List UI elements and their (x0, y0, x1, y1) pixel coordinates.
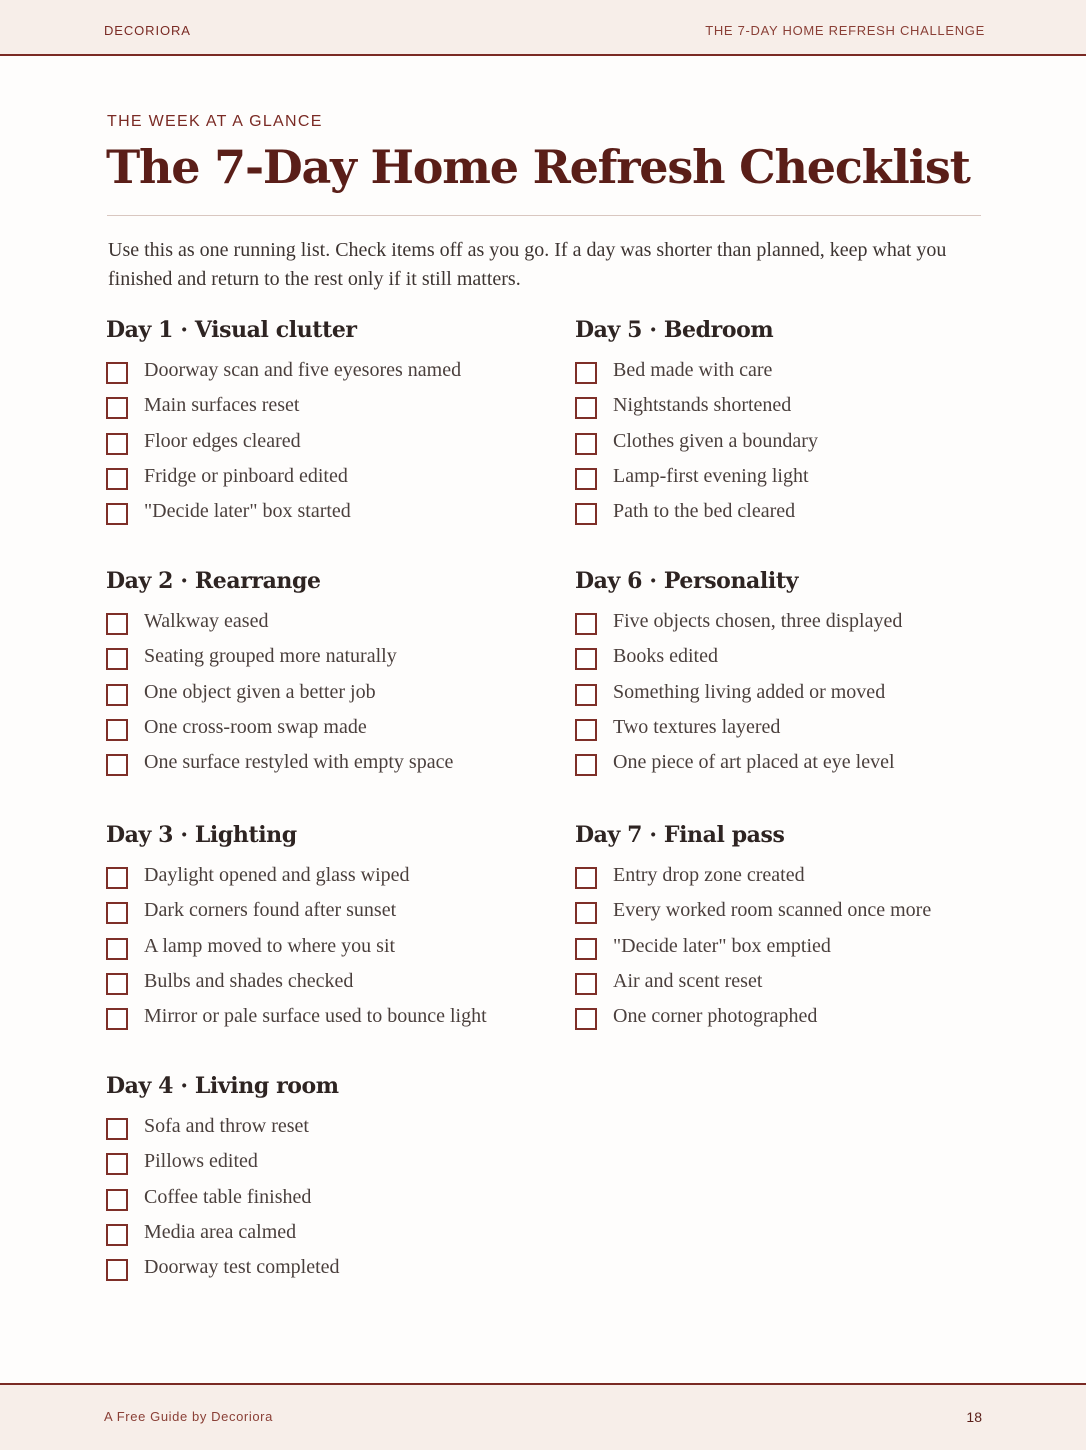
checklist-item[interactable] (106, 679, 546, 714)
checklist-item-label: Doorway test completed (144, 1256, 340, 1279)
checkbox[interactable] (575, 719, 597, 741)
checkbox[interactable] (106, 362, 128, 384)
checklist-item-label: One corner photographed (613, 1005, 818, 1028)
checklist-item-label: Floor edges cleared (144, 429, 301, 452)
checklist-item-label: Clothes given a boundary (613, 429, 818, 452)
checkbox[interactable] (575, 397, 597, 419)
checklist-item[interactable] (106, 1254, 546, 1289)
checklist-item[interactable] (106, 749, 546, 784)
checklist-item-label: Mirror or pale surface used to bounce light (144, 1005, 487, 1028)
page-footer (0, 1383, 1086, 1450)
checklist-item[interactable] (575, 498, 1015, 533)
checkbox[interactable] (575, 362, 597, 384)
checkbox[interactable] (106, 468, 128, 490)
checklist (106, 608, 546, 784)
intro-paragraph: Use this as one running list. Check items off as you go. If a day was shorter than planned, keep what you finished and return to the rest only if it still matters. (108, 239, 947, 290)
checkbox[interactable] (106, 973, 128, 995)
checklist-item[interactable] (106, 1148, 546, 1183)
checkbox[interactable] (106, 503, 128, 525)
checklist-item[interactable] (106, 643, 546, 678)
day-5-section (575, 317, 1015, 533)
checklist-item-label: Entry drop zone created (613, 864, 805, 886)
checkbox[interactable] (575, 503, 597, 525)
checklist-item-label: Fridge or pinboard edited (144, 464, 348, 487)
checkbox[interactable] (106, 1259, 128, 1281)
checklist-item-label: Daylight opened and glass wiped (144, 864, 410, 886)
day-2-section (106, 568, 546, 784)
checklist-item-label: Bulbs and shades checked (144, 969, 354, 992)
checklist-item[interactable] (575, 463, 1015, 498)
checklist (106, 1113, 546, 1289)
checklist-item[interactable] (575, 862, 1015, 897)
checkbox[interactable] (575, 1008, 597, 1030)
checklist-item[interactable] (575, 357, 1015, 392)
page-title: The 7-Day Home Refresh Checklist (106, 140, 970, 194)
checklist-item[interactable] (575, 968, 1015, 1003)
checklist-item[interactable] (106, 862, 546, 897)
checkbox[interactable] (106, 613, 128, 635)
checklist-item-label: Lamp-first evening light (613, 464, 809, 487)
checklist-item-label: Pillows edited (144, 1150, 258, 1173)
checklist-item[interactable] (575, 428, 1015, 463)
checklist-item-label: A lamp moved to where you sit (144, 934, 396, 957)
checkbox[interactable] (575, 648, 597, 670)
checkbox[interactable] (575, 684, 597, 706)
checklist (106, 862, 546, 1038)
checklist-item[interactable] (106, 714, 546, 749)
checklist-item-label: One piece of art placed at eye level (613, 751, 895, 774)
checklist-item[interactable] (106, 357, 546, 392)
checkbox[interactable] (575, 902, 597, 924)
checklist-item[interactable] (106, 463, 546, 498)
checklist-item-label: One cross-room swap made (144, 715, 367, 738)
checklist-item-label: Books edited (613, 645, 718, 668)
checklist-item[interactable] (575, 643, 1015, 678)
checklist-item[interactable] (575, 897, 1015, 932)
checklist-item-label: Media area calmed (144, 1220, 297, 1243)
day-7-section (575, 822, 1015, 1038)
day-heading: Day 4 · Living room (106, 1073, 339, 1099)
checklist-item[interactable] (575, 679, 1015, 714)
checklist-item[interactable] (106, 498, 546, 533)
day-heading: Day 2 · Rearrange (106, 568, 321, 594)
day-heading: Day 3 · Lighting (106, 822, 297, 848)
checklist-item[interactable] (575, 714, 1015, 749)
checkbox[interactable] (106, 719, 128, 741)
checkbox[interactable] (106, 1189, 128, 1211)
checkbox[interactable] (106, 1118, 128, 1140)
checkbox[interactable] (106, 1224, 128, 1246)
checklist-item[interactable] (106, 1113, 546, 1148)
title-divider (107, 215, 981, 216)
checklist-item-label: Coffee table finished (144, 1185, 312, 1208)
page-number: 18 (966, 1409, 982, 1425)
day-heading: Day 6 · Personality (575, 568, 798, 594)
day-4-section (106, 1073, 546, 1289)
checklist-item-label: Nightstands shortened (613, 394, 792, 417)
checklist-item[interactable] (106, 1219, 546, 1254)
checklist-item[interactable] (106, 968, 546, 1003)
checklist-item[interactable] (106, 1003, 546, 1038)
day-6-section (575, 568, 1015, 784)
checklist-item-label: Five objects chosen, three displayed (613, 610, 903, 632)
checklist-item[interactable] (575, 749, 1015, 784)
checklist-item-label: Two textures layered (613, 715, 781, 738)
brand-name: DECORIORA (104, 23, 191, 38)
checkbox[interactable] (106, 754, 128, 776)
checklist-item[interactable] (106, 933, 546, 968)
checklist-item-label: Every worked room scanned once more (613, 899, 932, 922)
checklist-item-label: Seating grouped more naturally (144, 645, 397, 668)
checkbox[interactable] (575, 468, 597, 490)
checklist-item[interactable] (575, 933, 1015, 968)
checkbox[interactable] (575, 867, 597, 889)
eyebrow-label: THE WEEK AT A GLANCE (107, 113, 323, 130)
checklist-item-label: Path to the bed cleared (613, 500, 796, 523)
checklist (575, 862, 1015, 1038)
checklist-item-label: Sofa and throw reset (144, 1115, 309, 1137)
checkbox[interactable] (106, 684, 128, 706)
checkbox[interactable] (106, 397, 128, 419)
checklist (575, 357, 1015, 533)
checklist-item[interactable] (106, 392, 546, 427)
checkbox[interactable] (575, 973, 597, 995)
checkbox[interactable] (106, 433, 128, 455)
checklist-item-label: Walkway eased (144, 610, 269, 632)
checkbox[interactable] (575, 613, 597, 635)
checkbox[interactable] (106, 1153, 128, 1175)
footer-credit: A Free Guide by Decoriora (104, 1409, 273, 1424)
checklist-item[interactable] (106, 897, 546, 932)
checklist-item-label: Doorway scan and five eyesores named (144, 359, 462, 381)
day-1-section (106, 317, 546, 533)
checklist-item[interactable] (106, 428, 546, 463)
checklist-item[interactable] (106, 1184, 546, 1219)
checkbox[interactable] (106, 1008, 128, 1030)
day-heading: Day 7 · Final pass (575, 822, 785, 848)
checklist-item-label: "Decide later" box started (144, 500, 351, 523)
checkbox[interactable] (106, 902, 128, 924)
checklist-item-label: Air and scent reset (613, 969, 763, 992)
checklist-item[interactable] (575, 1003, 1015, 1038)
checklist-item[interactable] (106, 608, 546, 643)
checklist (106, 357, 546, 533)
checklist-item[interactable] (575, 392, 1015, 427)
page-header (0, 0, 1086, 56)
checkbox[interactable] (575, 433, 597, 455)
checkbox[interactable] (106, 867, 128, 889)
series-title: THE 7-DAY HOME REFRESH CHALLENGE (705, 23, 985, 38)
checklist-item-label: Bed made with care (613, 359, 773, 381)
checklist-item-label: Dark corners found after sunset (144, 899, 397, 922)
day-3-section (106, 822, 546, 1038)
checkbox[interactable] (106, 938, 128, 960)
checklist-item-label: Something living added or moved (613, 680, 886, 703)
checklist (575, 608, 1015, 784)
day-heading: Day 1 · Visual clutter (106, 317, 357, 343)
checklist-item-label: One surface restyled with empty space (144, 751, 454, 774)
checkbox[interactable] (106, 648, 128, 670)
day-heading: Day 5 · Bedroom (575, 317, 774, 343)
checklist-item-label: "Decide later" box emptied (613, 934, 831, 957)
checklist-item[interactable] (575, 608, 1015, 643)
checklist-item-label: Main surfaces reset (144, 394, 300, 417)
checklist-item-label: One object given a better job (144, 680, 376, 703)
checkbox[interactable] (575, 938, 597, 960)
checkbox[interactable] (575, 754, 597, 776)
